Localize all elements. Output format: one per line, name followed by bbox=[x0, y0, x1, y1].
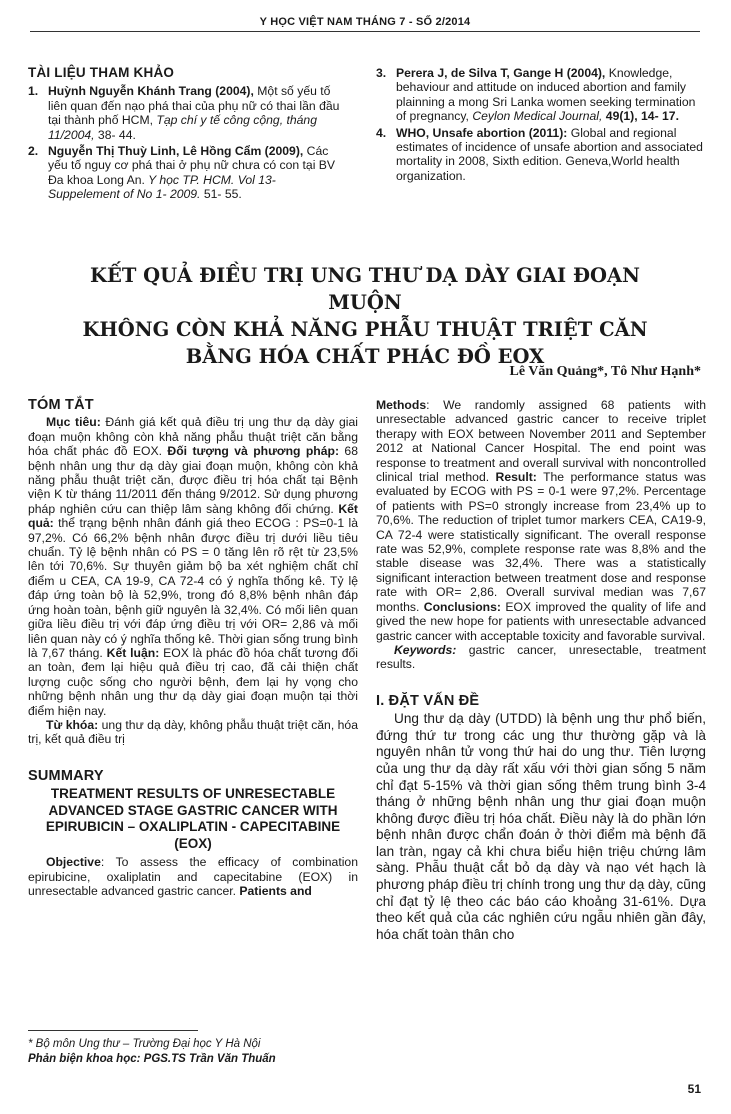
reference-journal: Tạp chí y tế công cộng, tháng 11/2004, bbox=[48, 113, 317, 142]
conclusion-label: Kết luận: bbox=[102, 645, 160, 660]
conclusion-text: EOX là phác đồ hóa chất tương đối an toàn, đem lại hiệu quả điều trị cao, đã cải thiện chất lượng cuộc sống cho người bệnh, đem lại hy vọng cho những bệnh nhân ung thư dạ dày giai đoạn muộn tại thời điểm hiện nay. bbox=[28, 645, 358, 718]
references-left bbox=[28, 66, 348, 204]
reference-authors: Nguyễn Thị Thuỳ Linh, Lê Hồng Cẩm (2009), bbox=[48, 144, 304, 159]
footnote-rule bbox=[28, 1030, 198, 1031]
summary-objective-text: : To assess the efficacy of combination epirubicine, oxaliplatin and capecitabine (EOX) in unresectable advanced gastric cancer. bbox=[28, 855, 358, 898]
intro-text: Ung thư dạ dày (UTDD) là bệnh ung thư phổ biến, đứng thứ tư trong các ung thư thường gặp và là nguyên nhân tử vong thứ hai do ung thư. Tiên lượng của ung thư dạ dày rất xấu với thời gian sống 5 năm chỉ đạt 5-15% và thời gian sống thêm trung bình 3-4 tháng ở những bệnh nhân ung thư giai đoạn muộn không được điều trị hóa chất. Điều này là do phần lớn bệnh nhân được chẩn đoán ở thời điểm mà bệnh đã lan tràn, ngay cả khi chưa biểu hiện triệu chứng lâm sàng. Phẫu thuật cắt bỏ dạ dày và nạo vét hạch là phương pháp điều trị chính trong ung thư dạ dày, cũng chỉ đạt tỷ lệ theo các báo cáo khoảng 31-61%. Dựa theo kết quả của các nghiên cứu ngẫu nhiên gần đây, hóa chất toàn thân cho bbox=[376, 711, 706, 942]
summary-methods-label: Methods bbox=[376, 398, 427, 412]
reference-body bbox=[396, 126, 706, 184]
reference-body bbox=[48, 144, 348, 202]
abstract-vn-heading: TÓM TẮT bbox=[28, 397, 94, 413]
summary-result-label: Result: bbox=[489, 470, 537, 485]
summary-conclusion-label: Conclusions: bbox=[419, 599, 501, 614]
objective-label: Mục tiêu: bbox=[46, 415, 101, 430]
reference-text: Các yếu tố nguy cơ phá thai ở phụ nữ chưa có con tại BV Đa khoa Long An. bbox=[48, 144, 336, 187]
reference-number: 3. bbox=[376, 66, 387, 80]
summary-methods bbox=[376, 398, 706, 643]
summary-conclusion-text: EOX improved the quality of life and gived the new hope for patients with unresectable advanced gastric cancer with acceptable toxicity and favorable survival. bbox=[376, 599, 706, 643]
reference-text: Knowledge, behaviour and attitude on induced abortion and family plainning a mong Sri Lanka women seeking termination of pregnancy, bbox=[396, 66, 696, 124]
reference-body bbox=[48, 84, 348, 142]
reference-item bbox=[376, 126, 706, 184]
summary-patients-label: Patients and bbox=[236, 883, 312, 898]
left-column bbox=[28, 398, 358, 898]
spacer bbox=[28, 747, 358, 769]
title-line-1: KẾT QUẢ ĐIỀU TRỊ UNG THƯ DẠ DÀY GIAI ĐOẠN MUỘN bbox=[90, 264, 640, 314]
methods-text: 68 bệnh nhân ung thư dạ dày giai đoạn muộn, không còn khả năng phẫu thuật triệt căn, được điều trị hóa chất tại Bệnh viện K từ tháng 11/2011 đến tháng 9/2012. Sử dụng phương pháp nghiên cứu can thiệp lâm sàng không đối chứng. bbox=[28, 444, 358, 516]
keywords-vn-text: ung thư dạ dày, không phẫu thuật triệt căn, hóa trị, kết quả điều trị bbox=[28, 717, 358, 747]
keywords-vn bbox=[28, 718, 358, 747]
footnote-reviewer: Phản biện khoa học: PGS.TS Trần Văn Thuấn bbox=[28, 1053, 276, 1065]
footnotes bbox=[28, 1030, 328, 1067]
article-title bbox=[60, 262, 670, 370]
reference-journal: Y học TP. HCM. Vol 13- Suppelement of No 1- 2009. bbox=[48, 172, 276, 202]
reference-item bbox=[28, 144, 348, 202]
article-authors: Lê Văn Quảng*, Tô Như Hạnh* bbox=[509, 364, 701, 379]
results-label: Kết quả: bbox=[28, 501, 358, 531]
reference-authors: Perera J, de Silva T, Gange H (2004), bbox=[396, 66, 606, 80]
title-line-2: KHÔNG CÒN KHẢ NĂNG PHẪU THUẬT TRIỆT CĂN bbox=[82, 318, 648, 341]
page-number: 51 bbox=[687, 1082, 701, 1096]
right-column bbox=[376, 398, 706, 943]
reference-body bbox=[396, 66, 706, 124]
keywords-vn-label: Từ khóa: bbox=[46, 717, 99, 732]
reference-text: Global and regional estimates of incidence of unsafe abortion and associated mortality in 2008, Sixth edition. Geneva,World health organization. bbox=[396, 125, 703, 183]
summary-objective bbox=[28, 855, 358, 898]
title-line-3: BẰNG HÓA CHẤT PHÁC ĐỒ EOX bbox=[185, 345, 545, 368]
reference-item bbox=[28, 84, 348, 142]
summary-keywords bbox=[376, 643, 706, 672]
reference-tail: 51- 55. bbox=[200, 187, 242, 202]
objective-text: Đánh giá kết quả điều trị ung thư dạ dày giai đoạn muộn không còn khả năng phẫu thuật triệt căn bằng hóa chất phác đồ EOX. bbox=[28, 415, 358, 459]
summary-objective-label: Objective bbox=[46, 855, 101, 870]
footnote-affiliation: * Bộ môn Ung thư – Trường Đại học Y Hà Nội bbox=[28, 1038, 261, 1050]
summary-keywords-text: gastric cancer, unresectable, treatment results. bbox=[376, 642, 706, 672]
intro-heading: I. ĐẶT VẤN ĐỀ bbox=[376, 692, 480, 709]
abstract-vn-text bbox=[28, 415, 358, 718]
reference-number: 2. bbox=[28, 144, 39, 159]
summary-keywords-label: Keywords: bbox=[394, 642, 457, 657]
reference-number: 4. bbox=[376, 125, 387, 140]
methods-label: Đối tượng và phương pháp: bbox=[162, 444, 340, 459]
results-text: thể trạng bệnh nhân đánh giá theo ECOG : PS=0-1 là 97,2%. Có 66,2% bệnh nhân được điều trị dưới liều tiêu chuẩn. Tỷ lệ bệnh nhân có PS = 0 tăng lên rõ rệt từ 23,5% lên tới 70,6%. Sự thuyên giảm bộ ba xét nghiệm chất chỉ điểm u CEA, CA 19-9, CA 72-4 có ý nghĩa thống kê. Tỷ lệ đáp ứng toàn bộ là 52,9%, trong đó 8,8% bệnh nhân đáp ứng hoàn toàn, bệnh giữ nguyên là 32,4%. Có mối liên quan giữa liều điều trị với đáp ứng điều trị với OR= 2,86 và mối liên quan này có ý nghĩa thống kê. Thời gian sống trung bình là 7,67 tháng. bbox=[28, 516, 358, 660]
reference-text: Một số yếu tố liên quan đến nạo phá thai của phụ nữ có thai lần đầu tại thành phố HCM, bbox=[48, 84, 340, 128]
reference-authors: Huỳnh Nguyễn Khánh Trang (2004), bbox=[48, 84, 254, 99]
summary-result-text: The performance status was evaluated by ECOG with PS = 0-1 were 97,2%. Percentage of patients with PS=0 strongly increase from 23,4% up to 70,6%. The reduction of triplet tumor markers CEA, CA19-9, CA 72-4 were statistically significant. The overall response rate was 52,9%, complete response rate was 8,8% and the stable disease was 32,4%. There was a statistically significant interaction between treatment dose and response rate with OR= 2,86. Overall survival median was 7,67 months. bbox=[376, 470, 706, 614]
reference-tail: 38- 44. bbox=[94, 127, 136, 142]
reference-number: 1. bbox=[28, 84, 39, 99]
reference-tail: 49(1), 14- 17. bbox=[602, 109, 679, 124]
running-header: Y HỌC VIỆT NAM THÁNG 7 - SỐ 2/2014 bbox=[30, 16, 700, 32]
summary-heading: SUMMARY bbox=[28, 767, 104, 784]
spacer bbox=[376, 672, 706, 694]
summary-title: TREATMENT RESULTS OF UNRESECTABLE ADVANCED STAGE GASTRIC CANCER WITH EPIRUBICIN – OXALIPLATIN - CAPECITABINE (EOX) bbox=[45, 786, 341, 851]
reference-journal: Ceylon Medical Journal, bbox=[468, 109, 603, 124]
reference-item bbox=[376, 66, 706, 124]
summary-methods-text: : We randomly assigned 68 patients with unresectable advanced gastric cancer to receive triplet therapy with EOX between November 2011 and September 2012 at National Cancer Hospital. The end point was response to treatment and overall survival with noncontrolled clinical trial method. bbox=[376, 398, 706, 485]
references-heading: TÀI LIỆU THAM KHẢO bbox=[28, 65, 175, 80]
references-right bbox=[376, 66, 706, 185]
reference-authors: WHO, Unsafe abortion (2011): bbox=[396, 125, 568, 140]
